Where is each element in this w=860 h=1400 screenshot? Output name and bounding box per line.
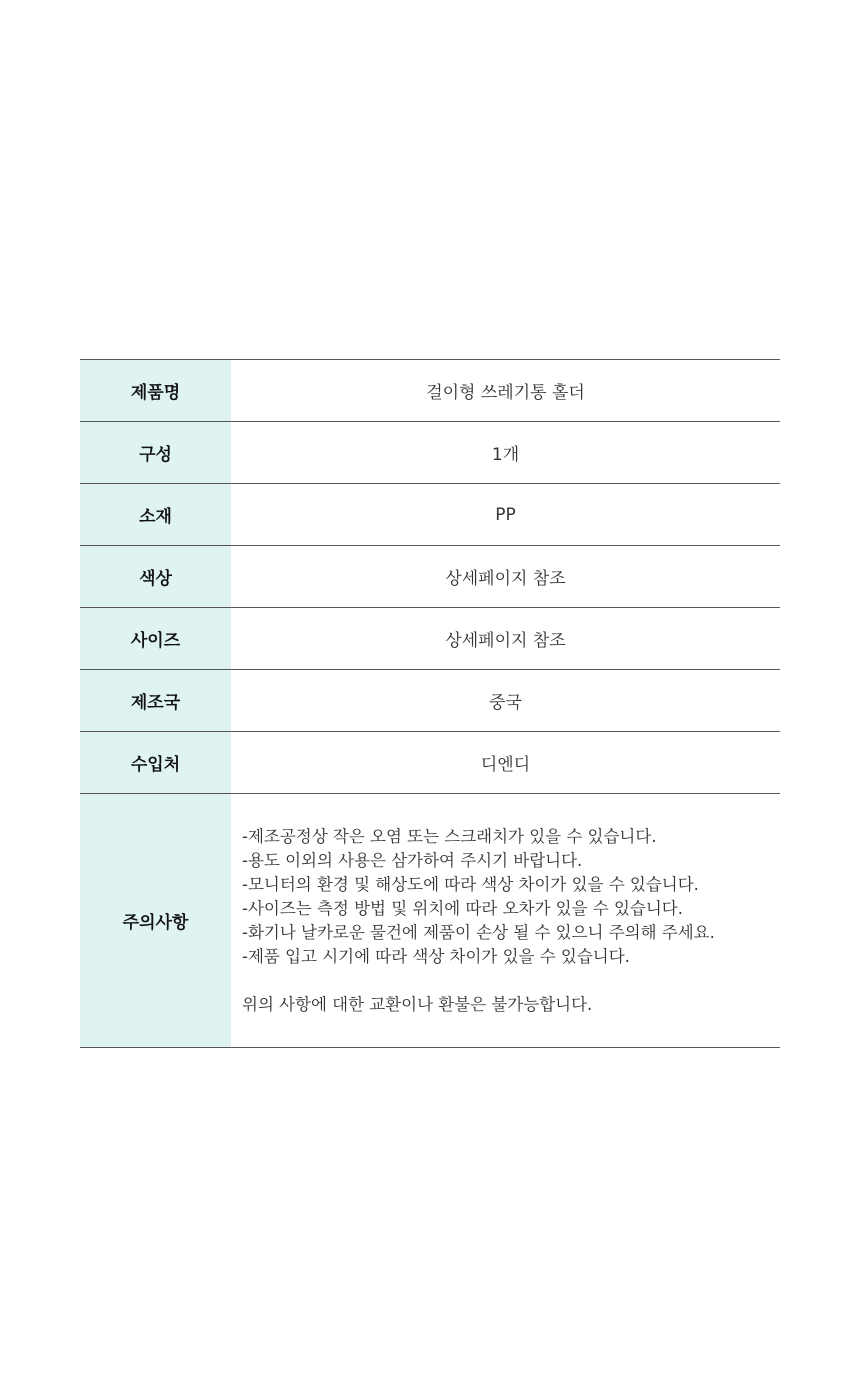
precautions-content — [231, 794, 780, 1047]
precaution-line: -사이즈는 측정 방법 및 위치에 따라 오차가 있을 수 있습니다. — [242, 898, 683, 918]
precaution-line: -제품 입고 시기에 따라 색상 차이가 있을 수 있습니다. — [242, 946, 630, 966]
row-value: 1개 — [491, 445, 520, 465]
precaution-line: -모니터의 환경 및 해상도에 따라 색상 차이가 있을 수 있습니다. — [242, 874, 699, 894]
row-value: 상세페이지 참조 — [445, 569, 566, 589]
row-value: 디엔디 — [480, 755, 531, 775]
row-label: 주의사항 — [80, 794, 231, 1047]
row-value: 걸이형 쓰레기통 홀더 — [426, 383, 585, 403]
no-refund-notice: 위의 사항에 대한 교환이나 환불은 불가능합니다. — [242, 994, 593, 1014]
row-label: 제조국 — [80, 670, 231, 731]
precaution-line: -화기나 날카로운 물건에 제품이 손상 될 수 있으니 주의해 주세요. — [242, 922, 715, 942]
row-color — [80, 546, 780, 608]
row-value: 상세페이지 참조 — [445, 631, 566, 651]
row-label: 수입처 — [80, 732, 231, 793]
row-label: 제품명 — [80, 360, 231, 421]
product-info-table — [80, 359, 780, 1048]
row-size — [80, 608, 780, 670]
row-composition — [80, 422, 780, 484]
row-label: 구성 — [80, 422, 231, 483]
precaution-line: -용도 이외의 사용은 삼가하여 주시기 바랍니다. — [242, 850, 583, 870]
row-label: 소재 — [80, 484, 231, 545]
precautions-list — [242, 825, 715, 1017]
row-product-name — [80, 360, 780, 422]
row-manufacturing-country — [80, 670, 780, 732]
row-value: PP — [495, 504, 516, 525]
row-importer — [80, 732, 780, 794]
precaution-line: -제조공정상 작은 오염 또는 스크래치가 있을 수 있습니다. — [242, 826, 657, 846]
row-material — [80, 484, 780, 546]
row-label: 색상 — [80, 546, 231, 607]
row-label: 사이즈 — [80, 608, 231, 669]
row-precautions — [80, 794, 780, 1048]
row-value: 중국 — [489, 693, 522, 713]
